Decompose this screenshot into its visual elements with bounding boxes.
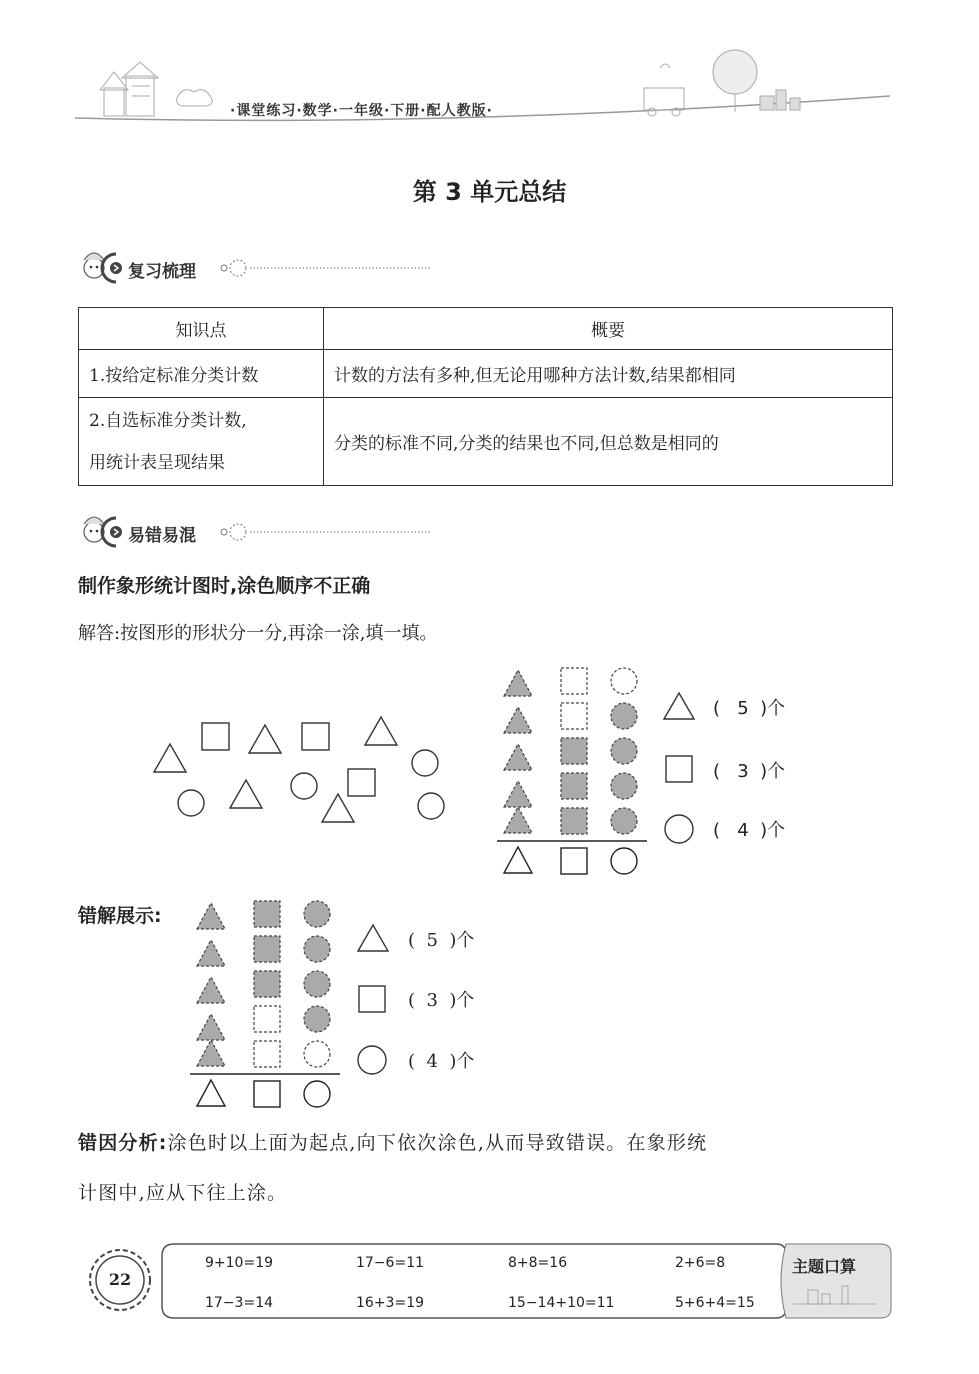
section-divider [216, 258, 436, 278]
analysis-label: 错因分析: [78, 1132, 168, 1154]
oral-answer: 16 [549, 1255, 568, 1271]
oral-answer: 19 [255, 1255, 274, 1271]
oral-answer: 15 [736, 1295, 755, 1311]
oral-question: 15−14+10= [508, 1295, 597, 1311]
table-cell: 计数的方法有多种,但无论用哪种方法计数,结果都相同 [324, 350, 893, 398]
square-column [561, 668, 587, 834]
oral-item [508, 1255, 567, 1271]
table-cell: 分类的标准不同,分类的结果也不同,但总数是相同的 [324, 398, 893, 486]
table-row [79, 350, 893, 398]
count-unit: 个 [456, 990, 475, 1011]
circle-column [304, 901, 330, 1067]
oral-item [675, 1295, 755, 1311]
circle-count: 4 [426, 1051, 438, 1072]
square-icon [357, 984, 387, 1014]
scattered-shapes [140, 705, 460, 835]
triangle-column [504, 670, 532, 833]
triangle-icon [662, 691, 696, 721]
table-header-row [79, 308, 893, 350]
square-shape [202, 723, 229, 750]
count-unit: 个 [767, 820, 786, 841]
triangle-count: 5 [426, 930, 438, 951]
oral-answer: 8 [716, 1255, 726, 1271]
section-review-label: 复习梳理 [128, 262, 196, 282]
oral-question: 8+8= [508, 1255, 550, 1271]
wrong-pictograph [188, 895, 348, 1115]
count-unit: 个 [456, 1051, 475, 1072]
triangle-column [197, 903, 225, 1066]
oral-answer: 14 [255, 1295, 274, 1311]
table-cell [79, 398, 324, 486]
oral-item [356, 1255, 424, 1271]
oral-item [356, 1295, 424, 1311]
oral-question: 9+10= [205, 1255, 256, 1271]
wrong-solution-label: 错解展示: [78, 905, 162, 927]
analysis-text: 涂色时以上面为起点,向下依次涂色,从而导致错误。在象形统 [167, 1132, 708, 1154]
oral-question: 2+6= [675, 1255, 717, 1271]
table-row [79, 398, 893, 486]
count-unit: 个 [456, 930, 475, 951]
oral-item [508, 1295, 614, 1311]
answer-intro: 解答:按图形的形状分一分,再涂一涂,填一填。 [78, 623, 438, 644]
triangle-shape [230, 780, 262, 808]
section-mistakes-label: 易错易混 [128, 526, 196, 546]
square-column [254, 901, 280, 1067]
oral-answer: 19 [406, 1295, 425, 1311]
table-cell-line: 2.自选标准分类计数, [89, 410, 247, 431]
triangle-count-line: ( 5 )个 [713, 698, 786, 719]
correct-pictograph [495, 662, 655, 882]
analysis-line-1 [78, 1128, 707, 1155]
table-header-cell: 知识点 [79, 308, 324, 350]
footer-frame [86, 1238, 896, 1324]
circle-icon [356, 1044, 388, 1076]
square-shape [348, 769, 375, 796]
oral-item [205, 1295, 273, 1311]
circle-shape [418, 793, 444, 819]
wrong-triangle-count-line: ( 5 )个 [408, 930, 475, 951]
oral-item [675, 1255, 725, 1271]
oral-question: 17−3= [205, 1295, 256, 1311]
circle-shape [178, 790, 204, 816]
table-header-cell: 概要 [324, 308, 893, 350]
count-unit: 个 [767, 761, 786, 782]
topic-label: 主题口算 [792, 1257, 857, 1276]
square-icon [664, 754, 694, 784]
page-number: 22 [108, 1270, 132, 1289]
triangle-icon [356, 923, 390, 953]
square-count-line: ( 3 )个 [713, 761, 786, 782]
square-shape [302, 723, 329, 750]
oral-question: 5+6+4= [675, 1295, 737, 1311]
circle-icon [663, 813, 695, 845]
page-title: 第 3 单元总结 [412, 178, 567, 206]
table-cell-line: 用统计表呈现结果 [89, 452, 225, 473]
circle-shape [291, 773, 317, 799]
square-count: 3 [426, 990, 438, 1011]
chef-mascot-icon [76, 512, 128, 550]
wrong-circle-count-line: ( 4 )个 [408, 1051, 475, 1072]
chef-mascot-icon [76, 248, 128, 286]
section-divider [216, 522, 436, 542]
table-cell: 1.按给定标准分类计数 [79, 350, 324, 398]
triangle-count: 5 [737, 698, 749, 719]
oral-answer: 11 [596, 1295, 615, 1311]
circle-column [611, 668, 637, 834]
wrong-square-count-line: ( 3 )个 [408, 990, 475, 1011]
triangle-shape [365, 717, 397, 745]
oral-question: 17−6= [356, 1255, 407, 1271]
error-title: 制作象形统计图时,涂色顺序不正确 [78, 575, 371, 597]
circle-shape [412, 750, 438, 776]
count-unit: 个 [767, 698, 786, 719]
header-title: ·课堂练习·数学·一年级·下册·配人教版· [230, 103, 493, 119]
triangle-shape [322, 794, 354, 822]
knowledge-table [78, 307, 893, 486]
analysis-line-2: 计图中,应从下往上涂。 [78, 1182, 288, 1204]
square-count: 3 [737, 761, 749, 782]
oral-answer: 11 [406, 1255, 425, 1271]
circle-count-line: ( 4 )个 [713, 820, 786, 841]
oral-item [205, 1255, 273, 1271]
circle-count: 4 [737, 820, 749, 841]
oral-question: 16+3= [356, 1295, 407, 1311]
triangle-shape [249, 725, 281, 753]
triangle-shape [154, 744, 186, 772]
